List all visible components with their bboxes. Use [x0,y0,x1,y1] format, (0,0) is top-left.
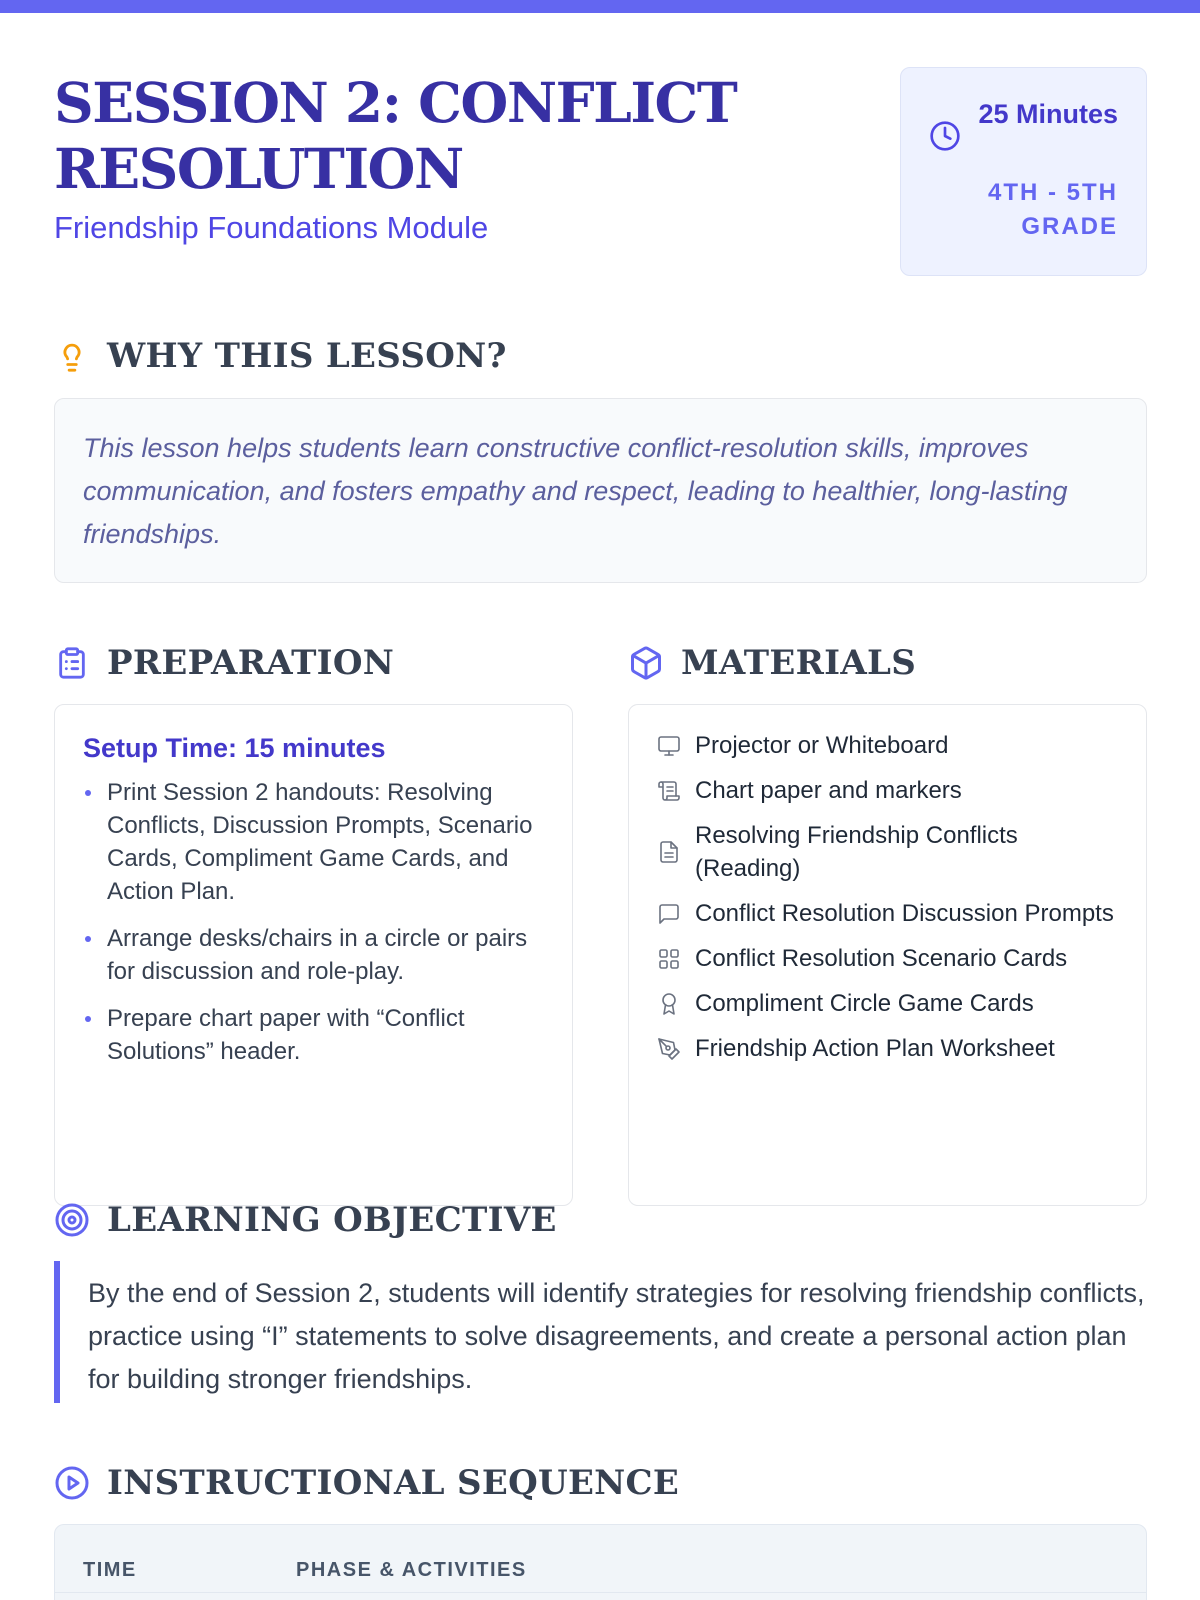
preparation-section-heading [54,643,394,683]
setup-time: Setup Time: 15 minutes [83,733,386,763]
material-label: Chart paper and markers [695,777,962,804]
column-header-phase: PHASE & ACTIVITIES [296,1559,527,1581]
material-item [656,729,1119,762]
sequence-heading: INSTRUCTIONAL SEQUENCE [107,1463,680,1503]
page-header [54,70,854,246]
why-lesson-box [54,398,1147,583]
pen-tool-icon [656,1036,682,1062]
monitor-icon [656,733,682,759]
materials-section-heading [628,643,916,683]
list-item: Arrange desks/chairs in a circle or pairs for discussion and role-play. [83,922,544,988]
material-item [656,819,1119,885]
bullet-dot [85,936,91,942]
speech-bubble-icon [656,901,682,927]
session-meta-card [900,67,1147,276]
why-heading: WHY THIS LESSON? [107,336,507,376]
objective-text: By the end of Session 2, students will identify strategies for resolving friendship conflicts, practice using “I” statements to solve disagreements, and create a personal action plan for building stronger friendships. [88,1278,1145,1394]
lightbulb-icon [54,338,90,374]
sequence-table [54,1524,1147,1600]
grid-icon [656,946,682,972]
bullet-dot [85,1016,91,1022]
sequence-section-heading [54,1463,679,1503]
scroll-icon [656,778,682,804]
box-icon [628,645,664,681]
preparation-list [83,776,544,1068]
target-icon [54,1202,90,1238]
material-item [656,774,1119,807]
top-accent-bar [0,0,1200,13]
material-item [656,942,1119,975]
list-item: Prepare chart paper with “Conflict Solutions” header. [83,1002,544,1068]
column-header-time: TIME [83,1559,137,1581]
page-title: SESSION 2: CONFLICT RESOLUTION [54,70,737,201]
material-label: Resolving Friendship Conflicts (Reading) [695,822,1018,882]
list-item: Print Session 2 handouts: Resolving Conflicts, Discussion Prompts, Scenario Cards, Compliment Game Cards, and Action Plan. [83,776,544,908]
preparation-heading: PREPARATION [107,643,395,683]
material-item [656,987,1119,1020]
material-label: Friendship Action Plan Worksheet [695,1035,1055,1062]
why-section-heading [54,336,507,376]
materials-card [628,704,1147,1206]
bullet-dot [85,790,91,796]
material-label: Conflict Resolution Scenario Cards [695,945,1068,972]
objective-heading: LEARNING OBJECTIVE [107,1200,557,1240]
play-circle-icon [54,1465,90,1501]
material-item [656,897,1119,930]
table-divider [55,1592,1146,1593]
clock-icon [929,120,961,152]
material-label: Conflict Resolution Discussion Prompts [695,900,1114,927]
materials-heading: MATERIALS [681,643,917,683]
document-icon [656,839,682,865]
grade-level: 4TH - 5TH GRADE [987,179,1118,240]
material-label: Compliment Circle Game Cards [695,990,1034,1017]
award-icon [656,991,682,1017]
objective-quote [54,1261,1147,1403]
material-label: Projector or Whiteboard [695,732,949,759]
why-lesson-text: This lesson helps students learn constructive conflict-resolution skills, improves communication, and fosters empathy and respect, leading to healthier, long-lasting friendships. [83,433,1068,549]
objective-section-heading [54,1200,557,1240]
clipboard-list-icon [54,645,90,681]
page-subtitle: Friendship Foundations Module [54,210,489,245]
session-duration: 25 Minutes [978,99,1118,129]
preparation-card [54,704,573,1206]
material-item [656,1032,1119,1065]
